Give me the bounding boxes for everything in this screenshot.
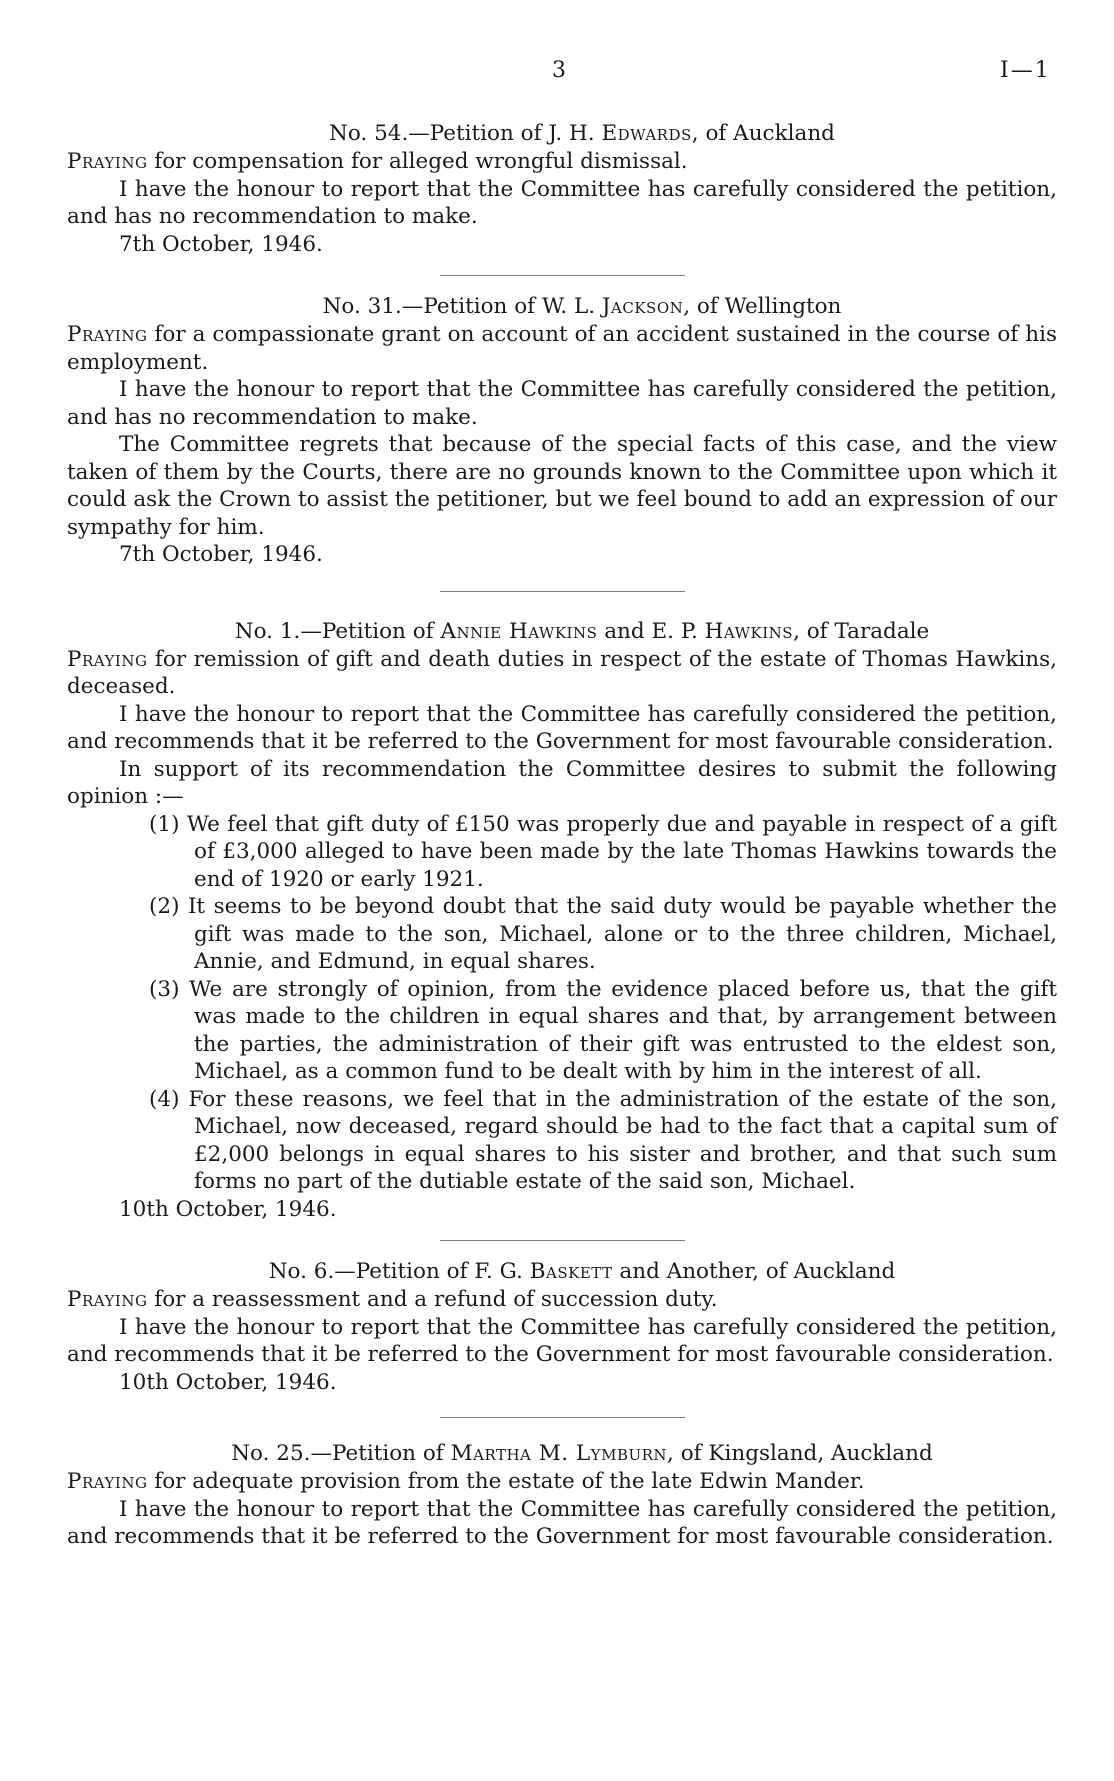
report-date: 7th October, 1946. — [119, 231, 323, 257]
report-date: 7th October, 1946. — [119, 542, 323, 567]
report-paragraph: I have the honour to report that the Committee has carefully considered the petition, and has no recommendation to make. — [67, 176, 1057, 229]
section-divider — [440, 591, 685, 592]
praying-line: Praying for remission of gift and death duties in respect of the estate of Thomas Hawkins, deceased. — [67, 646, 1057, 699]
report-paragraph: I have the honour to report that the Committee has carefully considered the petition, and recommends that it be referred to the Government for most favourable consideration. — [67, 1496, 1057, 1549]
petition-heading: No. 54.—Petition of J. H. Edwards, of Auckland — [329, 121, 835, 146]
petition-heading: No. 1.—Petition of Annie Hawkins and E. P. Hawkins, of Taradale — [234, 618, 930, 644]
petition-section — [67, 293, 1057, 569]
report-paragraph: In support of its recommendation the Committee desires to submit the following opinion :— — [67, 756, 1057, 809]
report-paragraph: I have the honour to report that the Committee has carefully considered the petition, and recommends that it be referred to the Government for most favourable consideration. — [67, 701, 1057, 754]
section-divider — [440, 275, 685, 276]
petition-heading: No. 31.—Petition of W. L. Jackson, of Wellington — [322, 294, 842, 319]
page-number: 3 — [552, 58, 566, 83]
opinion-item: (2) It seems to be beyond doubt that the said duty would be payable whether the gift was made to the son, Michael, alone or to the three children, Michael, Annie, and Edmund, in equal shares. — [149, 894, 1057, 974]
petition-section — [67, 1258, 1057, 1396]
praying-line: Praying for adequate provision from the estate of the late Edwin Mander. — [67, 1469, 865, 1494]
report-date: 10th October, 1946. — [119, 1369, 337, 1395]
report-paragraph: I have the honour to report that the Committee has carefully considered the petition, and recommends that it be referred to the Government for most favourable consideration. — [67, 1314, 1057, 1367]
petition-section — [67, 1440, 1057, 1551]
opinion-item: (3) We are strongly of opinion, from the evidence placed before us, that the gift was made to the children in equal shares and that, by arrangement between the parties, the administration of their gift was entrusted to the eldest son, Michael, as a common fund to be dealt with by him in the interest of all. — [149, 976, 1057, 1084]
section-divider — [440, 1240, 685, 1241]
report-date: 10th October, 1946. — [119, 1196, 337, 1222]
praying-line: Praying for a reassessment and a refund of succession duty. — [67, 1287, 718, 1312]
opinion-item: (4) For these reasons, we feel that in the administration of the estate of the son, Michael, now deceased, regard should be had to the fact that a capital sum of £2,000 belongs in equal shares to his sister and brother, and that such sum forms no part of the dutiable estate of the said son, Michael. — [149, 1086, 1057, 1194]
petition-section — [67, 618, 1057, 1224]
opinion-item: (1) We feel that gift duty of £150 was properly due and payable in respect of a gift of £3,000 alleged to have been made by the late Thomas Hawkins towards the end of 1920 or early 1921. — [149, 811, 1057, 892]
report-paragraph: I have the honour to report that the Committee has carefully considered the petition, and has no recommendation to make. — [67, 377, 1057, 430]
petition-heading: No. 25.—Petition of Martha M. Lymburn, of Kingsland, Auckland — [231, 1441, 933, 1466]
praying-line: Praying for a compassionate grant on account of an accident sustained in the course of his employment. — [67, 322, 1057, 375]
petition-heading: No. 6.—Petition of F. G. Baskett and Another, of Auckland — [268, 1259, 896, 1284]
document-body — [67, 120, 1057, 1551]
section-divider — [440, 1417, 685, 1418]
document-reference: I—1 — [1000, 58, 1051, 83]
petition-section — [67, 120, 1057, 258]
report-paragraph: The Committee regrets that because of the special facts of this case, and the view taken of them by the Courts, there are no grounds known to the Committee upon which it could ask the Crown to assist the petitioner, but we feel bound to add an expression of our sympathy for him. — [67, 432, 1057, 540]
praying-line: Praying for compensation for alleged wrongful dismissal. — [67, 149, 688, 174]
